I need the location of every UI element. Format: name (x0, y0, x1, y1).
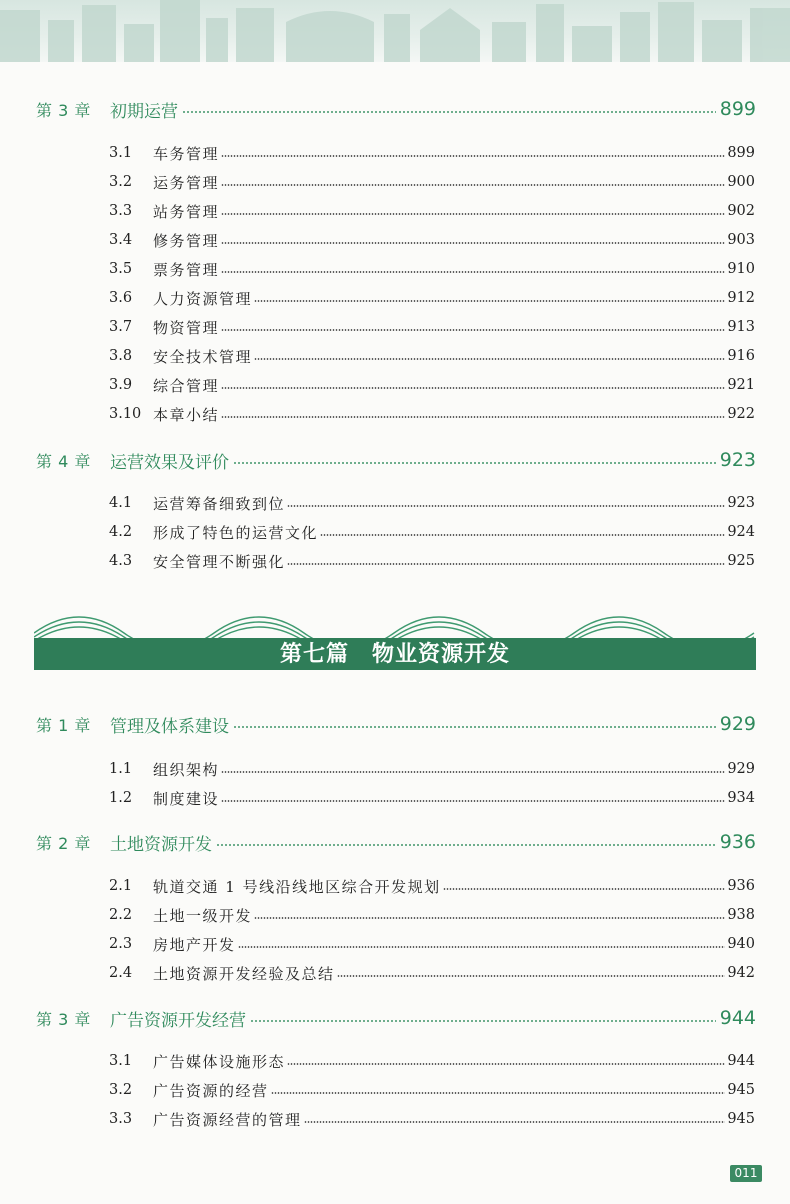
section-page: 934 (727, 790, 755, 806)
section-entry (109, 403, 755, 425)
section-title: 广告媒体设施形态 (153, 1052, 286, 1071)
section-entry (109, 962, 755, 984)
dot-leader (182, 111, 716, 113)
chapter-page: 936 (719, 831, 756, 853)
section-title: 运务管理 (153, 173, 220, 192)
chapter-entry (36, 829, 756, 855)
page-number: 011 (730, 1165, 762, 1182)
chapter-number: 第 3 章 (36, 100, 91, 120)
section-title: 综合管理 (153, 376, 220, 395)
section-page: 929 (727, 761, 755, 777)
section-entry (109, 258, 755, 280)
section-entry (109, 787, 755, 809)
section-number: 3.6 (109, 290, 133, 306)
section-entry (109, 492, 755, 514)
section-page: 913 (727, 319, 755, 335)
dot-leader (221, 329, 725, 331)
section-title: 轨道交通 1 号线沿线地区综合开发规划 (153, 877, 441, 896)
chapter-number: 第 1 章 (36, 715, 91, 735)
dot-leader (287, 1063, 725, 1065)
section-number: 3.1 (109, 145, 133, 161)
dot-leader (443, 888, 726, 890)
section-number: 3.1 (109, 1053, 133, 1069)
part-banner (34, 603, 756, 670)
section-number: 2.3 (109, 936, 133, 952)
dot-leader (254, 300, 725, 302)
dot-leader (254, 358, 725, 360)
section-number: 3.9 (109, 377, 133, 393)
dot-leader (221, 800, 725, 802)
dot-leader (250, 1020, 716, 1022)
chapter-entry (36, 447, 756, 473)
dot-leader (221, 387, 725, 389)
section-page: 938 (727, 907, 755, 923)
chapter-number: 第 2 章 (36, 833, 91, 853)
section-number: 3.10 (109, 406, 142, 422)
section-number: 1.2 (109, 790, 133, 806)
section-title: 站务管理 (153, 202, 220, 221)
section-number: 3.4 (109, 232, 133, 248)
section-title: 本章小结 (153, 405, 220, 424)
chapter-entry (36, 1005, 756, 1031)
section-number: 2.4 (109, 965, 133, 981)
chapter-page: 899 (719, 98, 756, 120)
section-entry (109, 904, 755, 926)
section-title: 修务管理 (153, 231, 220, 250)
section-number: 4.2 (109, 524, 133, 540)
dot-leader (233, 462, 716, 464)
part-title: 第七篇 物业资源开发 (279, 641, 510, 667)
section-page: 912 (727, 290, 755, 306)
wave-ornament-icon (34, 603, 756, 643)
chapter-page: 929 (719, 713, 756, 735)
section-title: 安全技术管理 (153, 347, 253, 366)
section-entry (109, 758, 755, 780)
dot-leader (221, 242, 725, 244)
section-entry (109, 1108, 755, 1130)
chapter-title: 运营效果及评价 (110, 452, 229, 473)
section-entry (109, 345, 755, 367)
dot-leader (221, 155, 725, 157)
section-page: 936 (727, 878, 755, 894)
dot-leader (221, 213, 725, 215)
section-title: 票务管理 (153, 260, 220, 279)
dot-leader (254, 917, 725, 919)
section-entry (109, 171, 755, 193)
dot-leader (221, 416, 725, 418)
section-page: 900 (727, 174, 755, 190)
chapter-page: 944 (719, 1007, 756, 1029)
section-number: 2.2 (109, 907, 133, 923)
section-title: 物资管理 (153, 318, 220, 337)
chapter-title: 广告资源开发经营 (110, 1010, 246, 1031)
section-title: 安全管理不断强化 (153, 552, 286, 571)
section-number: 1.1 (109, 761, 133, 777)
section-title: 广告资源经营的管理 (153, 1110, 302, 1129)
dot-leader (221, 184, 725, 186)
section-title: 运营筹备细致到位 (153, 494, 286, 513)
chapter-entry (36, 711, 756, 737)
section-entry (109, 316, 755, 338)
section-page: 945 (727, 1111, 755, 1127)
section-title: 土地资源开发经验及总结 (153, 964, 335, 983)
section-number: 3.3 (109, 203, 133, 219)
section-number: 4.3 (109, 553, 133, 569)
section-title: 广告资源的经营 (153, 1081, 269, 1100)
section-page: 899 (727, 145, 755, 161)
section-page: 944 (727, 1053, 755, 1069)
dot-leader (304, 1121, 726, 1123)
section-page: 942 (727, 965, 755, 981)
section-number: 2.1 (109, 878, 133, 894)
dot-leader (320, 534, 725, 536)
section-entry (109, 200, 755, 222)
section-number: 3.8 (109, 348, 133, 364)
section-entry (109, 142, 755, 164)
chapter-page: 923 (719, 449, 756, 471)
section-entry (109, 875, 755, 897)
section-entry (109, 550, 755, 572)
section-entry (109, 229, 755, 251)
dot-leader (287, 505, 725, 507)
section-title: 组织架构 (153, 760, 220, 779)
section-entry (109, 521, 755, 543)
section-title: 车务管理 (153, 144, 220, 163)
section-title: 制度建设 (153, 789, 220, 808)
section-entry (109, 374, 755, 396)
section-number: 3.5 (109, 261, 133, 277)
top-decorative-banner (0, 0, 790, 62)
section-page: 922 (727, 406, 755, 422)
section-title: 土地一级开发 (153, 906, 253, 925)
section-title: 人力资源管理 (153, 289, 253, 308)
chapter-title: 管理及体系建设 (110, 716, 229, 737)
section-page: 940 (727, 936, 755, 952)
dot-leader (238, 946, 726, 948)
dot-leader (271, 1092, 726, 1094)
chapter-number: 第 4 章 (36, 451, 91, 471)
section-page: 925 (727, 553, 755, 569)
chapter-entry (36, 96, 756, 122)
chapter-title: 土地资源开发 (110, 834, 212, 855)
section-number: 3.7 (109, 319, 133, 335)
section-number: 4.1 (109, 495, 133, 511)
section-entry (109, 1079, 755, 1101)
section-entry (109, 287, 755, 309)
section-number: 3.2 (109, 174, 133, 190)
chapter-number: 第 3 章 (36, 1009, 91, 1029)
chapter-title: 初期运营 (110, 101, 178, 122)
section-page: 924 (727, 524, 755, 540)
section-title: 形成了特色的运营文化 (153, 523, 319, 542)
section-page: 945 (727, 1082, 755, 1098)
section-page: 921 (727, 377, 755, 393)
section-page: 903 (727, 232, 755, 248)
dot-leader (337, 975, 726, 977)
section-page: 902 (727, 203, 755, 219)
dot-leader (221, 771, 725, 773)
building-silhouette-icon (0, 0, 790, 62)
section-page: 923 (727, 495, 755, 511)
section-number: 3.2 (109, 1082, 133, 1098)
section-page: 916 (727, 348, 755, 364)
dot-leader (221, 271, 725, 273)
section-entry (109, 933, 755, 955)
section-number: 3.3 (109, 1111, 133, 1127)
section-page: 910 (727, 261, 755, 277)
dot-leader (287, 563, 725, 565)
dot-leader (216, 844, 716, 846)
section-entry (109, 1050, 755, 1072)
section-title: 房地产开发 (153, 935, 236, 954)
dot-leader (233, 726, 716, 728)
